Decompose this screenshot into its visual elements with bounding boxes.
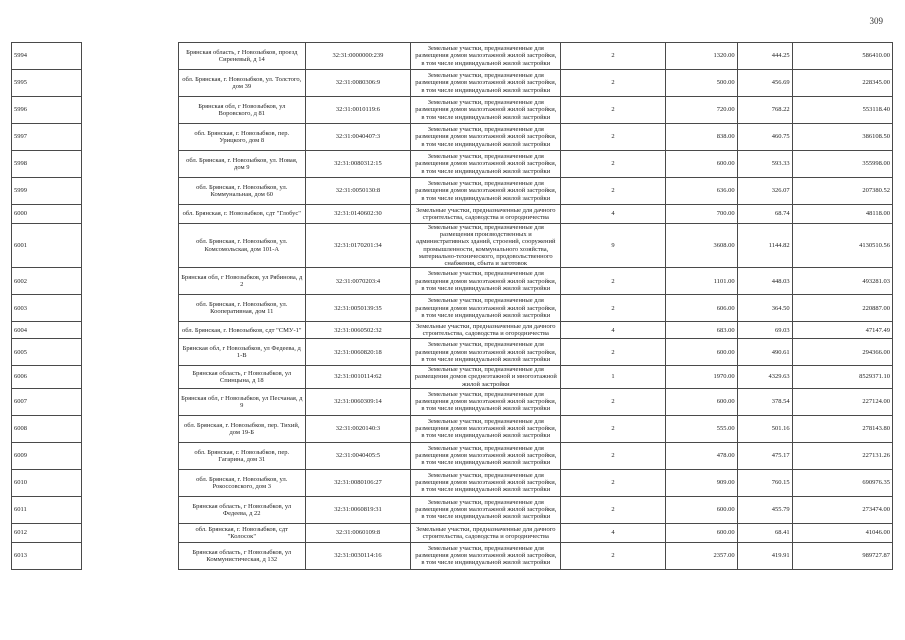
address-cell: обл. Брянская, г. Новозыбков, ул. Коммунальная, дом 60	[178, 178, 305, 205]
specific-value-cell: 69.03	[737, 322, 792, 339]
cadastral-number-cell: 32:31:0050139:35	[305, 295, 411, 322]
specific-value-cell: 419.91	[737, 542, 792, 569]
cadastral-value-cell: 8529371.10	[792, 366, 892, 389]
row-number-cell: 6000	[12, 205, 82, 224]
spacer-cell	[81, 97, 178, 124]
spacer-cell	[81, 542, 178, 569]
cadastral-value-table	[11, 42, 893, 570]
area-cell: 600.00	[665, 151, 737, 178]
group-code-cell: 2	[561, 151, 666, 178]
table-row	[12, 151, 893, 178]
address-cell: обл. Брянская, г. Новозыбков, сдт "СМУ-1"	[178, 322, 305, 339]
specific-value-cell: 460.75	[737, 124, 792, 151]
table-row	[12, 295, 893, 322]
table-row	[12, 523, 893, 542]
cadastral-value-cell: 690976.35	[792, 469, 892, 496]
area-cell: 636.00	[665, 178, 737, 205]
group-code-cell: 2	[561, 178, 666, 205]
land-use-category-cell: Земельные участки, предназначенные для размещения домов малоэтажной жилой застройки, в том числе индивидуальной жилой застройки	[411, 542, 561, 569]
cadastral-value-cell: 207380.52	[792, 178, 892, 205]
area-cell: 2357.00	[665, 542, 737, 569]
group-code-cell: 2	[561, 295, 666, 322]
area-cell: 600.00	[665, 388, 737, 415]
row-number-cell: 6007	[12, 388, 82, 415]
spacer-cell	[81, 442, 178, 469]
land-use-category-cell: Земельные участки, предназначенные для размещения домов малоэтажной жилой застройки, в том числе индивидуальной жилой застройки	[411, 268, 561, 295]
group-code-cell: 4	[561, 523, 666, 542]
cadastral-number-cell: 32:31:0060819:31	[305, 496, 411, 523]
land-use-category-cell: Земельные участки, предназначенные для размещения домов малоэтажной жилой застройки, в том числе индивидуальной жилой застройки	[411, 469, 561, 496]
area-cell: 555.00	[665, 415, 737, 442]
specific-value-cell: 4329.63	[737, 366, 792, 389]
cadastral-value-cell: 48118.00	[792, 205, 892, 224]
land-use-category-cell: Земельные участки, предназначенные для дачного строительства, садоводства и огородничества	[411, 322, 561, 339]
spacer-cell	[81, 496, 178, 523]
row-number-cell: 6002	[12, 268, 82, 295]
table-row	[12, 442, 893, 469]
group-code-cell: 2	[561, 442, 666, 469]
area-cell: 700.00	[665, 205, 737, 224]
address-cell: обл. Брянская, г. Новозыбков, ул. Новая, дом 9	[178, 151, 305, 178]
cadastral-number-cell: 32:31:0050130:8	[305, 178, 411, 205]
specific-value-cell: 448.03	[737, 268, 792, 295]
area-cell: 500.00	[665, 70, 737, 97]
cadastral-number-cell: 32:31:0140602:30	[305, 205, 411, 224]
land-use-category-cell: Земельные участки, предназначенные для размещения домов малоэтажной жилой застройки, в том числе индивидуальной жилой застройки	[411, 496, 561, 523]
table-row	[12, 224, 893, 268]
row-number-cell: 5995	[12, 70, 82, 97]
row-number-cell: 6004	[12, 322, 82, 339]
row-number-cell: 5999	[12, 178, 82, 205]
spacer-cell	[81, 415, 178, 442]
area-cell: 1970.00	[665, 366, 737, 389]
cadastral-number-cell: 32:31:0020140:3	[305, 415, 411, 442]
spacer-cell	[81, 124, 178, 151]
cadastral-number-cell: 32:31:0080312:15	[305, 151, 411, 178]
specific-value-cell: 68.74	[737, 205, 792, 224]
spacer-cell	[81, 322, 178, 339]
area-cell: 1101.00	[665, 268, 737, 295]
group-code-cell: 2	[561, 70, 666, 97]
address-cell: Брянская область, г Новозыбков, ул Спинцына, д 18	[178, 366, 305, 389]
address-cell: обл. Брянская, г. Новозыбков, ул. Толстого, дом 39	[178, 70, 305, 97]
cadastral-number-cell: 32:31:0040407:3	[305, 124, 411, 151]
specific-value-cell: 456.69	[737, 70, 792, 97]
row-number-cell: 6012	[12, 523, 82, 542]
spacer-cell	[81, 178, 178, 205]
area-cell: 600.00	[665, 523, 737, 542]
group-code-cell: 2	[561, 469, 666, 496]
row-number-cell: 6001	[12, 224, 82, 268]
cadastral-value-cell: 227131.26	[792, 442, 892, 469]
row-number-cell: 5997	[12, 124, 82, 151]
cadastral-value-cell: 47147.49	[792, 322, 892, 339]
cadastral-number-cell: 32:31:0010119:6	[305, 97, 411, 124]
land-use-category-cell: Земельные участки, предназначенные для размещения домов малоэтажной жилой застройки, в том числе индивидуальной жилой застройки	[411, 339, 561, 366]
row-number-cell: 5998	[12, 151, 82, 178]
cadastral-value-cell: 227124.00	[792, 388, 892, 415]
cadastral-number-cell: 32:31:0030114:16	[305, 542, 411, 569]
table-row	[12, 268, 893, 295]
area-cell: 3608.00	[665, 224, 737, 268]
row-number-cell: 5994	[12, 43, 82, 70]
row-number-cell: 6010	[12, 469, 82, 496]
land-use-category-cell: Земельные участки, предназначенные для размещения домов малоэтажной жилой застройки, в том числе индивидуальной жилой застройки	[411, 70, 561, 97]
specific-value-cell: 378.54	[737, 388, 792, 415]
address-cell: обл. Брянская, г. Новозыбков, пер. Тихий, дом 19-Б	[178, 415, 305, 442]
specific-value-cell: 455.79	[737, 496, 792, 523]
row-number-cell: 6013	[12, 542, 82, 569]
row-number-cell: 5996	[12, 97, 82, 124]
address-cell: обл. Брянская, г. Новозыбков, пер. Урицкого, дом 8	[178, 124, 305, 151]
spacer-cell	[81, 43, 178, 70]
spacer-cell	[81, 366, 178, 389]
group-code-cell: 2	[561, 496, 666, 523]
cadastral-value-cell: 294366.00	[792, 339, 892, 366]
land-use-category-cell: Земельные участки, предназначенные для размещения домов малоэтажной жилой застройки, в том числе индивидуальной жилой застройки	[411, 295, 561, 322]
land-use-category-cell: Земельные участки, предназначенные для размещения домов малоэтажной жилой застройки, в том числе индивидуальной жилой застройки	[411, 178, 561, 205]
area-cell: 478.00	[665, 442, 737, 469]
specific-value-cell: 490.61	[737, 339, 792, 366]
area-cell: 909.00	[665, 469, 737, 496]
address-cell: Брянская область, г Новозыбков, ул Коммунистическая, д 132	[178, 542, 305, 569]
specific-value-cell: 501.16	[737, 415, 792, 442]
row-number-cell: 6006	[12, 366, 82, 389]
cadastral-number-cell: 32:31:0010114:62	[305, 366, 411, 389]
specific-value-cell: 768.22	[737, 97, 792, 124]
cadastral-number-cell: 32:31:0060109:8	[305, 523, 411, 542]
spacer-cell	[81, 523, 178, 542]
row-number-cell: 6011	[12, 496, 82, 523]
land-use-category-cell: Земельные участки, предназначенные для размещения производственных и административных зданий, строений, сооружений промышленности, коммунального хозяйства, материально-технического, продовольственного снабжения, сбыта и заготовок	[411, 224, 561, 268]
page-number: 309	[869, 16, 883, 26]
row-number-cell: 6005	[12, 339, 82, 366]
cadastral-value-cell: 220887.00	[792, 295, 892, 322]
specific-value-cell: 326.07	[737, 178, 792, 205]
specific-value-cell: 444.25	[737, 43, 792, 70]
land-use-category-cell: Земельные участки, предназначенные для размещения домов малоэтажной жилой застройки, в том числе индивидуальной жилой застройки	[411, 442, 561, 469]
spacer-cell	[81, 339, 178, 366]
land-use-category-cell: Земельные участки, предназначенные для размещения домов малоэтажной жилой застройки, в том числе индивидуальной жилой застройки	[411, 415, 561, 442]
area-cell: 720.00	[665, 97, 737, 124]
spacer-cell	[81, 224, 178, 268]
cadastral-number-cell: 32:31:0040405:5	[305, 442, 411, 469]
row-number-cell: 6008	[12, 415, 82, 442]
specific-value-cell: 364.50	[737, 295, 792, 322]
table-row	[12, 496, 893, 523]
spacer-cell	[81, 205, 178, 224]
group-code-cell: 4	[561, 205, 666, 224]
land-use-category-cell: Земельные участки, предназначенные для размещения домов малоэтажной жилой застройки, в том числе индивидуальной жилой застройки	[411, 97, 561, 124]
group-code-cell: 2	[561, 388, 666, 415]
cadastral-value-cell: 4130510.56	[792, 224, 892, 268]
address-cell: Брянская обл, г Новозыбков, ул Федеева, д 1-В	[178, 339, 305, 366]
cadastral-value-cell: 493281.03	[792, 268, 892, 295]
area-cell: 1320.00	[665, 43, 737, 70]
address-cell: обл. Брянская, г. Новозыбков, ул. Комсомольская, дом 101-А	[178, 224, 305, 268]
specific-value-cell: 1144.82	[737, 224, 792, 268]
table-row	[12, 542, 893, 569]
cadastral-value-cell: 553118.40	[792, 97, 892, 124]
area-cell: 600.00	[665, 496, 737, 523]
spacer-cell	[81, 388, 178, 415]
address-cell: обл. Брянская, г. Новозыбков, пер. Гагарина, дом 31	[178, 442, 305, 469]
cadastral-number-cell: 32:31:0070203:4	[305, 268, 411, 295]
table-row	[12, 469, 893, 496]
table-row	[12, 178, 893, 205]
address-cell: Брянская обл, г Новозыбков, ул Песчаная, д 9	[178, 388, 305, 415]
table-row	[12, 415, 893, 442]
cadastral-value-cell: 41046.00	[792, 523, 892, 542]
table-row	[12, 339, 893, 366]
address-cell: Брянская обл, г Новозыбков, ул Воровского, д 81	[178, 97, 305, 124]
group-code-cell: 2	[561, 124, 666, 151]
table-row	[12, 43, 893, 70]
spacer-cell	[81, 70, 178, 97]
group-code-cell: 4	[561, 322, 666, 339]
land-use-category-cell: Земельные участки, предназначенные для размещения домов малоэтажной жилой застройки, в том числе индивидуальной жилой застройки	[411, 388, 561, 415]
table-row	[12, 205, 893, 224]
row-number-cell: 6009	[12, 442, 82, 469]
group-code-cell: 2	[561, 268, 666, 295]
cadastral-value-cell: 386108.50	[792, 124, 892, 151]
table-row	[12, 322, 893, 339]
group-code-cell: 9	[561, 224, 666, 268]
land-use-category-cell: Земельные участки, предназначенные для размещения домов малоэтажной жилой застройки, в том числе индивидуальной жилой застройки	[411, 124, 561, 151]
address-cell: обл. Брянская, г. Новозыбков, сдт "Колосок"	[178, 523, 305, 542]
land-use-category-cell: Земельные участки, предназначенные для размещения домов малоэтажной жилой застройки, в том числе индивидуальной жилой застройки	[411, 151, 561, 178]
table-row	[12, 97, 893, 124]
cadastral-number-cell: 32:31:0060309:14	[305, 388, 411, 415]
cadastral-number-cell: 32:31:0080106:27	[305, 469, 411, 496]
cadastral-value-cell: 228345.00	[792, 70, 892, 97]
land-use-category-cell: Земельные участки, предназначенные для дачного строительства, садоводства и огородничества	[411, 205, 561, 224]
specific-value-cell: 475.17	[737, 442, 792, 469]
group-code-cell: 2	[561, 542, 666, 569]
area-cell: 683.00	[665, 322, 737, 339]
area-cell: 606.00	[665, 295, 737, 322]
cadastral-number-cell: 32:31:0060820:18	[305, 339, 411, 366]
cadastral-number-cell: 32:31:0170201:34	[305, 224, 411, 268]
group-code-cell: 2	[561, 415, 666, 442]
address-cell: обл. Брянская, г. Новозыбков, ул. Рокоссовского, дом 3	[178, 469, 305, 496]
spacer-cell	[81, 469, 178, 496]
land-use-category-cell: Земельные участки, предназначенные для размещения домов среднеэтажной и многоэтажной жилой застройки	[411, 366, 561, 389]
land-use-category-cell: Земельные участки, предназначенные для дачного строительства, садоводства и огородничества	[411, 523, 561, 542]
table-row	[12, 366, 893, 389]
area-cell: 838.00	[665, 124, 737, 151]
table-row	[12, 388, 893, 415]
land-use-category-cell: Земельные участки, предназначенные для размещения домов малоэтажной жилой застройки, в том числе индивидуальной жилой застройки	[411, 43, 561, 70]
group-code-cell: 2	[561, 43, 666, 70]
area-cell: 600.00	[665, 339, 737, 366]
spacer-cell	[81, 268, 178, 295]
row-number-cell: 6003	[12, 295, 82, 322]
table-body	[12, 43, 893, 570]
cadastral-value-cell: 989727.87	[792, 542, 892, 569]
spacer-cell	[81, 151, 178, 178]
cadastral-number-cell: 32:31:0080306:9	[305, 70, 411, 97]
specific-value-cell: 593.33	[737, 151, 792, 178]
group-code-cell: 1	[561, 366, 666, 389]
address-cell: обл. Брянская, г. Новозыбков, ул. Кооперативная, дом 11	[178, 295, 305, 322]
cadastral-value-cell: 586410.00	[792, 43, 892, 70]
cadastral-number-cell: 32:31:0060502:32	[305, 322, 411, 339]
specific-value-cell: 68.41	[737, 523, 792, 542]
cadastral-number-cell: 32:31:0000000:239	[305, 43, 411, 70]
specific-value-cell: 760.15	[737, 469, 792, 496]
cadastral-value-cell: 278143.80	[792, 415, 892, 442]
address-cell: Брянская обл, г Новозыбков, ул Рябинова, д 2	[178, 268, 305, 295]
spacer-cell	[81, 295, 178, 322]
cadastral-value-cell: 355998.00	[792, 151, 892, 178]
group-code-cell: 2	[561, 339, 666, 366]
table-row	[12, 70, 893, 97]
address-cell: обл. Брянская, г. Новозыбков, сдт "Глобус"	[178, 205, 305, 224]
cadastral-value-cell: 273474.00	[792, 496, 892, 523]
group-code-cell: 2	[561, 97, 666, 124]
table-row	[12, 124, 893, 151]
address-cell: Брянская область, г Новозыбков, проезд Сиреневый, д 14	[178, 43, 305, 70]
address-cell: Брянская область, г Новозыбков, ул Федеева, д 22	[178, 496, 305, 523]
